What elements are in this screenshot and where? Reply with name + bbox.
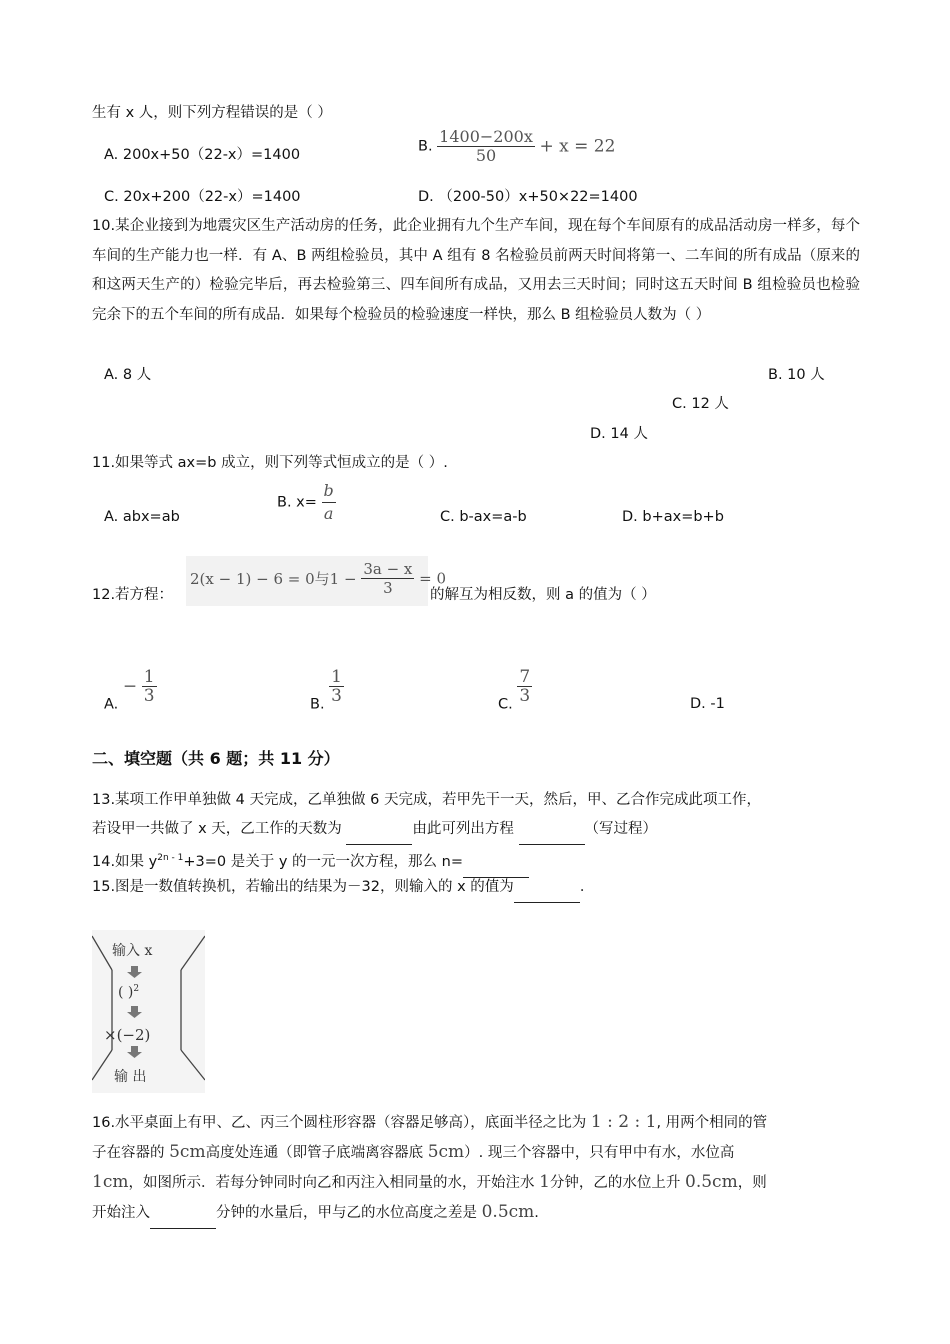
q12-option-b-fraction xyxy=(329,668,344,705)
q14-text-a: 14.如果 y xyxy=(92,853,158,870)
q16-blank[interactable] xyxy=(150,1199,216,1229)
q13-line2 xyxy=(92,815,657,845)
q16-text-2a: 子在容器的 xyxy=(92,1145,170,1161)
q9-option-b-label: B. xyxy=(418,138,433,155)
q16-height-5cm: 5cm xyxy=(169,1142,206,1162)
q16-text-2c: ）. 现三个容器中，只有甲中有水，水位高 xyxy=(464,1145,735,1161)
q12-eq-left: 2(x − 1) − 6 = 0与1 − xyxy=(190,570,357,588)
q12-eq-numerator: 3a − x xyxy=(363,560,413,578)
q9-option-b-numerator: 1400−200x xyxy=(439,127,533,146)
q12-option-c xyxy=(498,668,532,713)
q16-line1 xyxy=(92,1108,767,1138)
q12-option-c-label: C. xyxy=(498,696,513,713)
q16-line4 xyxy=(92,1198,539,1229)
q10-option-b: B. 10 人 xyxy=(768,367,825,383)
q16-text-4b: 分钟的水量后，甲与乙的水位高度之差是 xyxy=(216,1205,482,1221)
q9-option-a: A. 200x+50（22-x）=1400 xyxy=(104,147,301,163)
q10-option-a: A. 8 人 xyxy=(104,367,152,383)
q16-text-3b: 分钟，乙的水位上升 xyxy=(549,1175,686,1191)
q10-option-c: C. 12 人 xyxy=(672,396,729,412)
converter-multiply-step: ×(−2) xyxy=(104,1026,151,1044)
q13-line2-text-b: 由此可列出方程 xyxy=(412,821,519,837)
q12-option-a-fraction xyxy=(142,668,157,705)
q12-option-b-denominator: 3 xyxy=(331,686,342,706)
q14-text-b: +3=0 是关于 y 的一元一次方程，那么 n= xyxy=(183,853,463,870)
converter-square-parens: ( ) xyxy=(118,984,134,1001)
q16-text-4c: . xyxy=(534,1205,539,1221)
q15-blank[interactable] xyxy=(514,873,580,903)
q16-height-5cm-b: 5cm xyxy=(427,1142,465,1162)
q12-option-b xyxy=(310,668,344,713)
q9-option-b-denominator: 50 xyxy=(475,146,497,165)
q9-option-c: C. 20x+200（22-x）=1400 xyxy=(104,189,301,205)
q12-eq-denominator: 3 xyxy=(383,579,393,597)
q9-option-d: D. （200-50）x+50×22=1400 xyxy=(418,189,638,205)
q9-option-b-fraction xyxy=(437,128,535,165)
q12-option-a-numerator: 1 xyxy=(143,667,155,687)
converter-output-label: 输 出 xyxy=(114,1069,147,1085)
q13-blank-2[interactable] xyxy=(519,815,585,845)
q16-height-1cm: 1cm xyxy=(92,1172,129,1192)
q12-option-a-denominator: 3 xyxy=(143,686,155,706)
q9-option-b xyxy=(418,128,615,165)
q12-option-a xyxy=(104,668,157,713)
q12-option-a-sign: − xyxy=(122,676,138,697)
q16-difference: 0.5cm xyxy=(481,1202,535,1222)
q16-one-minute: 1 xyxy=(539,1172,550,1192)
q11-option-b-denominator: a xyxy=(323,504,334,523)
q13-blank-1[interactable] xyxy=(346,815,412,845)
q10-option-d: D. 14 人 xyxy=(590,426,648,442)
q11-option-b xyxy=(277,480,336,525)
converter-square-exponent: 2 xyxy=(133,984,140,994)
q12-option-c-denominator: 3 xyxy=(519,686,531,706)
q11-option-c: C. b-ax=a-b xyxy=(440,509,527,525)
number-converter-diagram xyxy=(92,930,205,1093)
q11-option-b-numerator: b xyxy=(322,480,336,503)
q12-option-b-numerator: 1 xyxy=(331,667,342,687)
q12-eq-fraction xyxy=(361,560,414,597)
q16-line2 xyxy=(92,1138,734,1168)
q15-line xyxy=(92,873,594,903)
q12-suffix: 的解互为相反数，则 a 的值为（ ） xyxy=(430,587,656,603)
section-heading: 二、填空题（共 6 题；共 11 分） xyxy=(92,749,340,768)
q12-prefix: 12.若方程： xyxy=(92,587,174,603)
q9-stem: 生有 x 人，则下列方程错误的是（ ） xyxy=(92,105,332,121)
q13-line2-text-a: 若设甲一共做了 x 天，乙工作的天数为 xyxy=(92,821,347,837)
q12-option-c-numerator: 7 xyxy=(519,667,531,687)
q16-rise: 0.5cm xyxy=(685,1172,738,1192)
q16-text-3c: ，则 xyxy=(737,1175,767,1191)
converter-input-label: 输入 x xyxy=(112,943,153,959)
q14-exponent: 2n - 1 xyxy=(157,853,184,863)
q12-option-a-label: A. xyxy=(104,696,119,713)
converter-square-step xyxy=(118,984,139,1001)
q10-stem: 10.某企业接到为地震灾区生产活动房的任务，此企业拥有九个生产车间，现在每个车间原有的成品活动房一样多，每个车间的生产能力也一样．有 A、B 两组检验员，其中 A 组有 8 名检验员前两天时间将第一、二车间的所有成品（原来的和这两天生产的）检验完毕后，再去检验第三、四车间所有成品，又用去三天时间；同时这五天时间 B 组检验员也检验完余下的五个车间的所有成品．如果每个检验员的检验速度一样快，那么 B 组检验员人数为（ ） xyxy=(92,218,860,323)
q16-line3 xyxy=(92,1168,767,1198)
q12-option-c-fraction xyxy=(517,668,532,705)
q9-option-b-tail: + x = 22 xyxy=(539,136,616,157)
q13-line2-text-c: （写过程） xyxy=(584,821,658,837)
q12-equation-image xyxy=(186,556,447,606)
q12-option-d: D. -1 xyxy=(690,696,725,712)
q12-option-b-label: B. xyxy=(310,696,325,713)
q13-line1: 13.某项工作甲单独做 4 天完成，乙单独做 6 天完成，若甲先干一天，然后，甲、乙合作完成此项工作， xyxy=(92,792,761,808)
q16-ratio: 1 : 2 : 1 xyxy=(590,1112,657,1132)
q16-text-4a: 开始注入 xyxy=(92,1205,150,1221)
q16-text-2b: 高度处连通（即管子底端离容器底 xyxy=(205,1145,428,1161)
q15-text-b: ． xyxy=(579,879,595,895)
q16-text-3a: ，如图所示．若每分钟同时向乙和丙注入相同量的水，开始注水 xyxy=(128,1175,540,1191)
q12-eq-right: = 0 xyxy=(419,569,447,588)
q11-option-b-fraction xyxy=(322,480,336,525)
q15-text-a: 15.图是一数值转换机，若输出的结果为－32，则输入的 x 的值为 xyxy=(92,879,514,895)
q16-text-1a: 16.水平桌面上有甲、乙、丙三个圆柱形容器（容器足够高），底面半径之比为 xyxy=(92,1115,591,1131)
q16-text-1b: , 用两个相同的管 xyxy=(656,1115,768,1131)
q11-stem: 11.如果等式 ax=b 成立，则下列等式恒成立的是（ ）. xyxy=(92,455,448,471)
q11-option-d: D. b+ax=b+b xyxy=(622,509,724,525)
q11-option-b-label: B. x= xyxy=(277,494,317,511)
q11-option-a: A. abx=ab xyxy=(104,509,180,525)
